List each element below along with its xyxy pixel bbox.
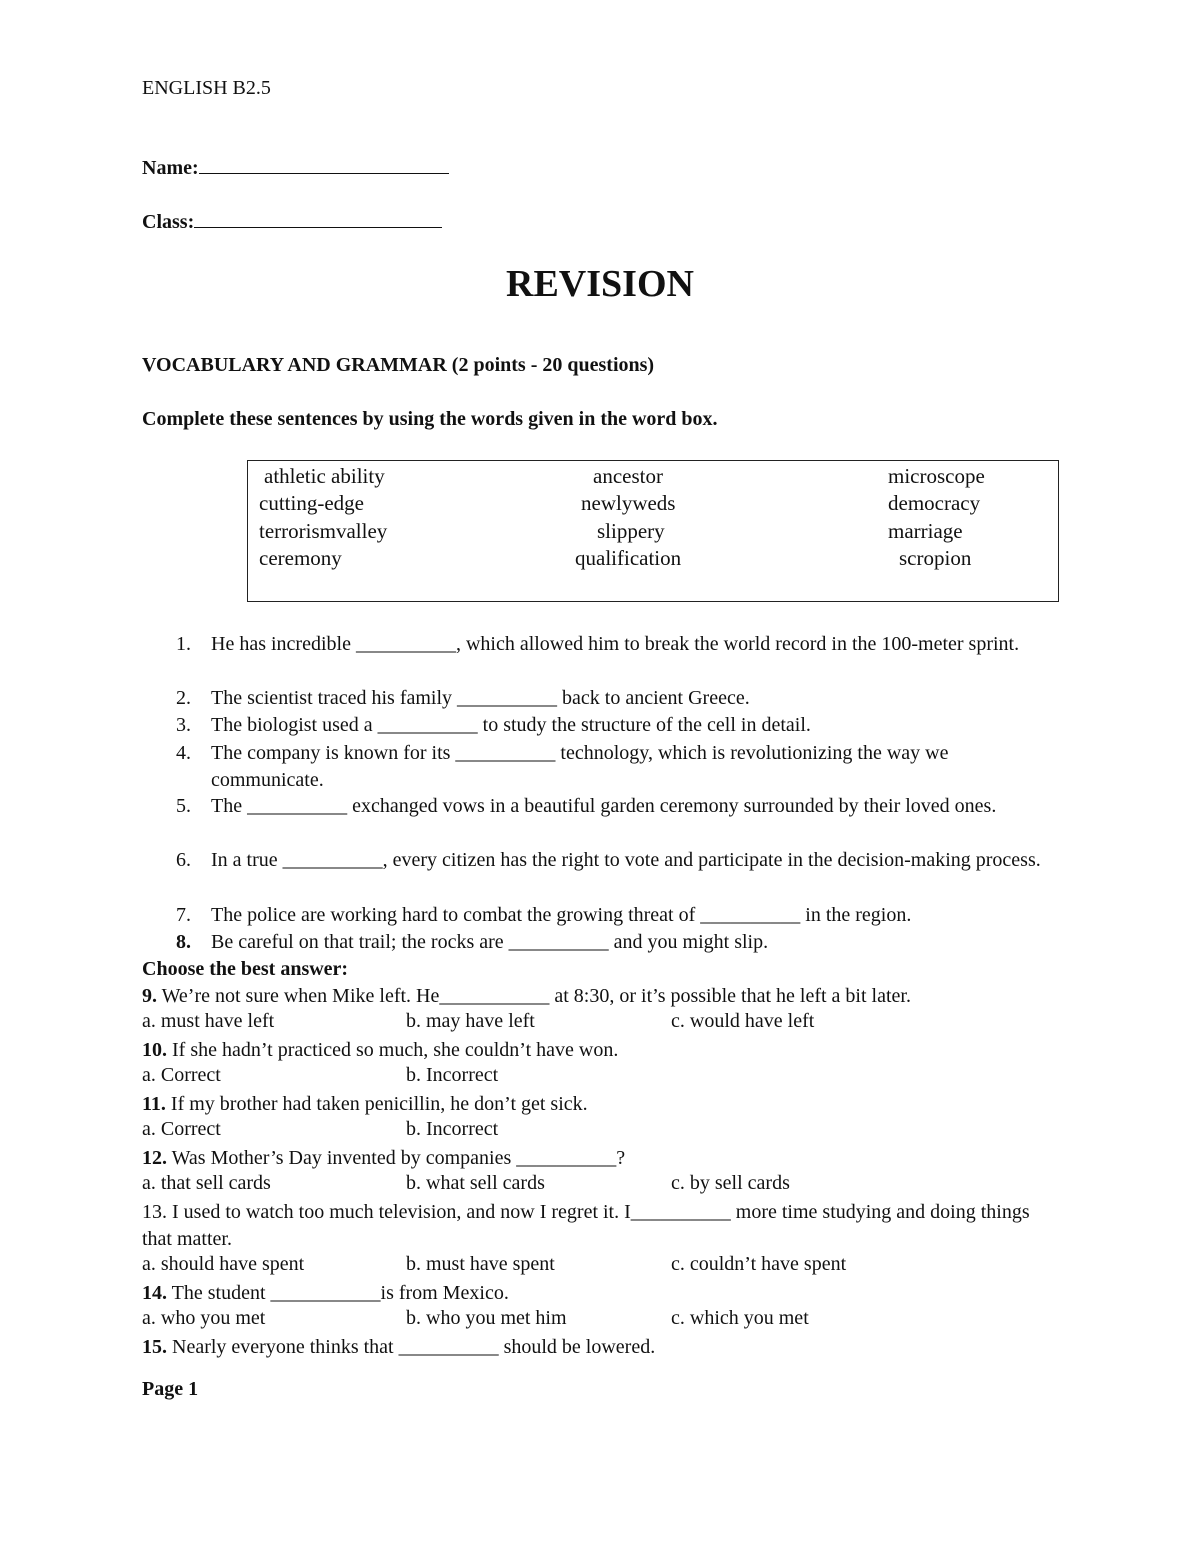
class-label: Class: bbox=[142, 211, 195, 233]
page-number: Page 1 bbox=[142, 1378, 199, 1400]
word-box-item: cutting-edge bbox=[259, 491, 364, 515]
option-10b[interactable]: b. Incorrect bbox=[406, 1064, 499, 1086]
word-box-item: terrorismvalley bbox=[259, 519, 388, 543]
word-box-item: microscope bbox=[888, 464, 985, 488]
option-13a[interactable]: a. should have spent bbox=[142, 1253, 305, 1275]
question-10: 10. If she hadn’t practiced so much, she couldn’t have won. bbox=[142, 1039, 619, 1061]
option-13b[interactable]: b. must have spent bbox=[406, 1253, 555, 1275]
document-page: ENGLISH B2.5 Name: Class: REVISION VOCABULARY AND GRAMMAR (2 points - 20 questions) Complete these sentences by using the words given in the word box. athletic ability ancestor microscope cutting-edge newlyweds democracy terrorismvalley slippery marriage ceremony qualification scropion 1. He has incredible __________, which allowed him to break the world record in the 100-meter sprint. 2. The scientist traced his family __________ back to ancient Greece. 3. The biologist used a __________ to study the structure of the cell in detail. 4. The company is known for its __________ technology, which is revolutionizing the way we communicate. 5. The __________ exchanged vows in a beautiful garden ceremony surrounded by their loved ones. 6. In a true __________, every citizen has the right to vote and participate in the decision-making process. 7. The police are working hard to combat the growing threat of __________ in the region. 8. Be careful on that trail; the rocks are __________ and you might slip. Choose the best answer: 9. We’re not sure when Mike left. He___________ at 8:30, or it’s possible that he left a bit later. a. must have left b. may have left c. would have left 10. If she hadn’t practiced so much, she couldn’t have won. a. Correct b. Incorrect 11. If my brother had taken penicillin, he don’t get sick. a. Correct b. Incorrect 12. Was Mother’s Day invented by companies __________? a. that sell cards b. what sell cards c. by sell cards 13. I used to watch too much television, and now I regret it. I__________ more time studying and doing things that matter. a. should have spent b. must have spent c. couldn’t have spent 14. The student ___________is from Mexico. a. who you met b. who you met him c. which you met 15. Nearly everyone thinks that __________ should be lowered. Page 1 bbox=[0, 0, 1200, 1553]
option-14a[interactable]: a. who you met bbox=[142, 1307, 266, 1329]
word-box-item: newlyweds bbox=[581, 491, 676, 515]
question-13: 13. I used to watch too much television, and now I regret it. I__________ more time studying and doing things that matter. bbox=[142, 1201, 1030, 1250]
option-11b[interactable]: b. Incorrect bbox=[406, 1118, 499, 1140]
option-12a[interactable]: a. that sell cards bbox=[142, 1172, 271, 1194]
word-box-item: athletic ability bbox=[264, 464, 385, 488]
section-heading: VOCABULARY AND GRAMMAR (2 points - 20 questions) bbox=[142, 354, 655, 376]
option-13c[interactable]: c. couldn’t have spent bbox=[671, 1253, 847, 1275]
word-box-item: ancestor bbox=[593, 464, 663, 488]
question-11: 11. If my brother had taken penicillin, he don’t get sick. bbox=[142, 1093, 588, 1115]
word-box-item: democracy bbox=[888, 491, 981, 515]
class-blank[interactable] bbox=[194, 211, 442, 228]
course-title: ENGLISH B2.5 bbox=[142, 77, 271, 99]
word-box-item: ceremony bbox=[259, 546, 342, 570]
word-box bbox=[247, 460, 1059, 602]
page-title: REVISION bbox=[506, 263, 694, 305]
choose-heading: Choose the best answer: bbox=[142, 958, 349, 980]
instruction: Complete these sentences by using the words given in the word box. bbox=[142, 408, 718, 430]
option-11a[interactable]: a. Correct bbox=[142, 1118, 221, 1140]
option-10a[interactable]: a. Correct bbox=[142, 1064, 221, 1086]
option-14b[interactable]: b. who you met him bbox=[406, 1307, 567, 1329]
question-15: 15. Nearly everyone thinks that __________ should be lowered. bbox=[142, 1336, 656, 1358]
question-14: 14. The student ___________is from Mexico. bbox=[142, 1282, 509, 1304]
option-14c[interactable]: c. which you met bbox=[671, 1307, 809, 1329]
option-9b[interactable]: b. may have left bbox=[406, 1010, 535, 1032]
name-field bbox=[142, 157, 449, 180]
option-9c[interactable]: c. would have left bbox=[671, 1010, 815, 1032]
option-9a[interactable]: a. must have left bbox=[142, 1010, 275, 1032]
word-box-item: scropion bbox=[899, 546, 972, 570]
class-field bbox=[142, 211, 442, 234]
question-9: 9. We’re not sure when Mike left. He___________ at 8:30, or it’s possible that he left a bit later. bbox=[142, 985, 911, 1007]
word-box-item: slippery bbox=[597, 519, 665, 543]
word-box-item: marriage bbox=[888, 519, 963, 543]
name-label: Name: bbox=[142, 157, 199, 179]
question-12: 12. Was Mother’s Day invented by companies __________? bbox=[142, 1147, 626, 1169]
word-box-item: qualification bbox=[575, 546, 682, 570]
option-12c[interactable]: c. by sell cards bbox=[671, 1172, 790, 1194]
option-12b[interactable]: b. what sell cards bbox=[406, 1172, 545, 1194]
name-blank[interactable] bbox=[199, 157, 449, 174]
